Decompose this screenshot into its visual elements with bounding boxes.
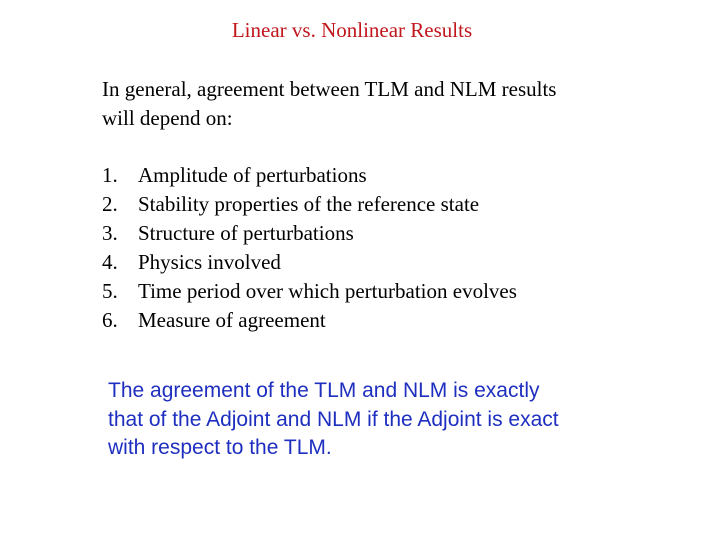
note-line: The agreement of the TLM and NLM is exactly <box>108 379 540 402</box>
list-number: 3. <box>102 221 118 245</box>
slide-title: Linear vs. Nonlinear Results <box>231 18 473 42</box>
intro-line: will depend on: <box>102 106 233 130</box>
list-number: 1. <box>102 163 118 187</box>
note-line: that of the Adjoint and NLM if the Adjoint is exact <box>108 407 559 431</box>
intro-line: In general, agreement between TLM and NLM results <box>102 77 557 101</box>
list-number: 4. <box>102 250 118 274</box>
list-item <box>102 248 517 277</box>
list-number: 2. <box>102 192 118 216</box>
factor-list <box>102 161 517 335</box>
list-text: Physics involved <box>138 250 281 274</box>
list-text: Time period over which perturbation evolves <box>138 279 517 303</box>
list-item <box>102 277 517 306</box>
list-item <box>102 190 517 219</box>
list-number: 5. <box>102 279 118 303</box>
list-item <box>102 219 517 248</box>
list-number: 6. <box>102 308 118 332</box>
intro-paragraph <box>102 75 662 133</box>
list-item <box>102 161 517 190</box>
list-item <box>102 306 517 335</box>
note-line: with respect to the TLM. <box>108 436 332 459</box>
list-text: Stability properties of the reference state <box>138 192 480 216</box>
list-text: Structure of perturbations <box>138 221 354 245</box>
list-text: Measure of agreement <box>138 308 326 332</box>
adjoint-note <box>108 377 668 463</box>
list-text: Amplitude of perturbations <box>138 163 367 187</box>
